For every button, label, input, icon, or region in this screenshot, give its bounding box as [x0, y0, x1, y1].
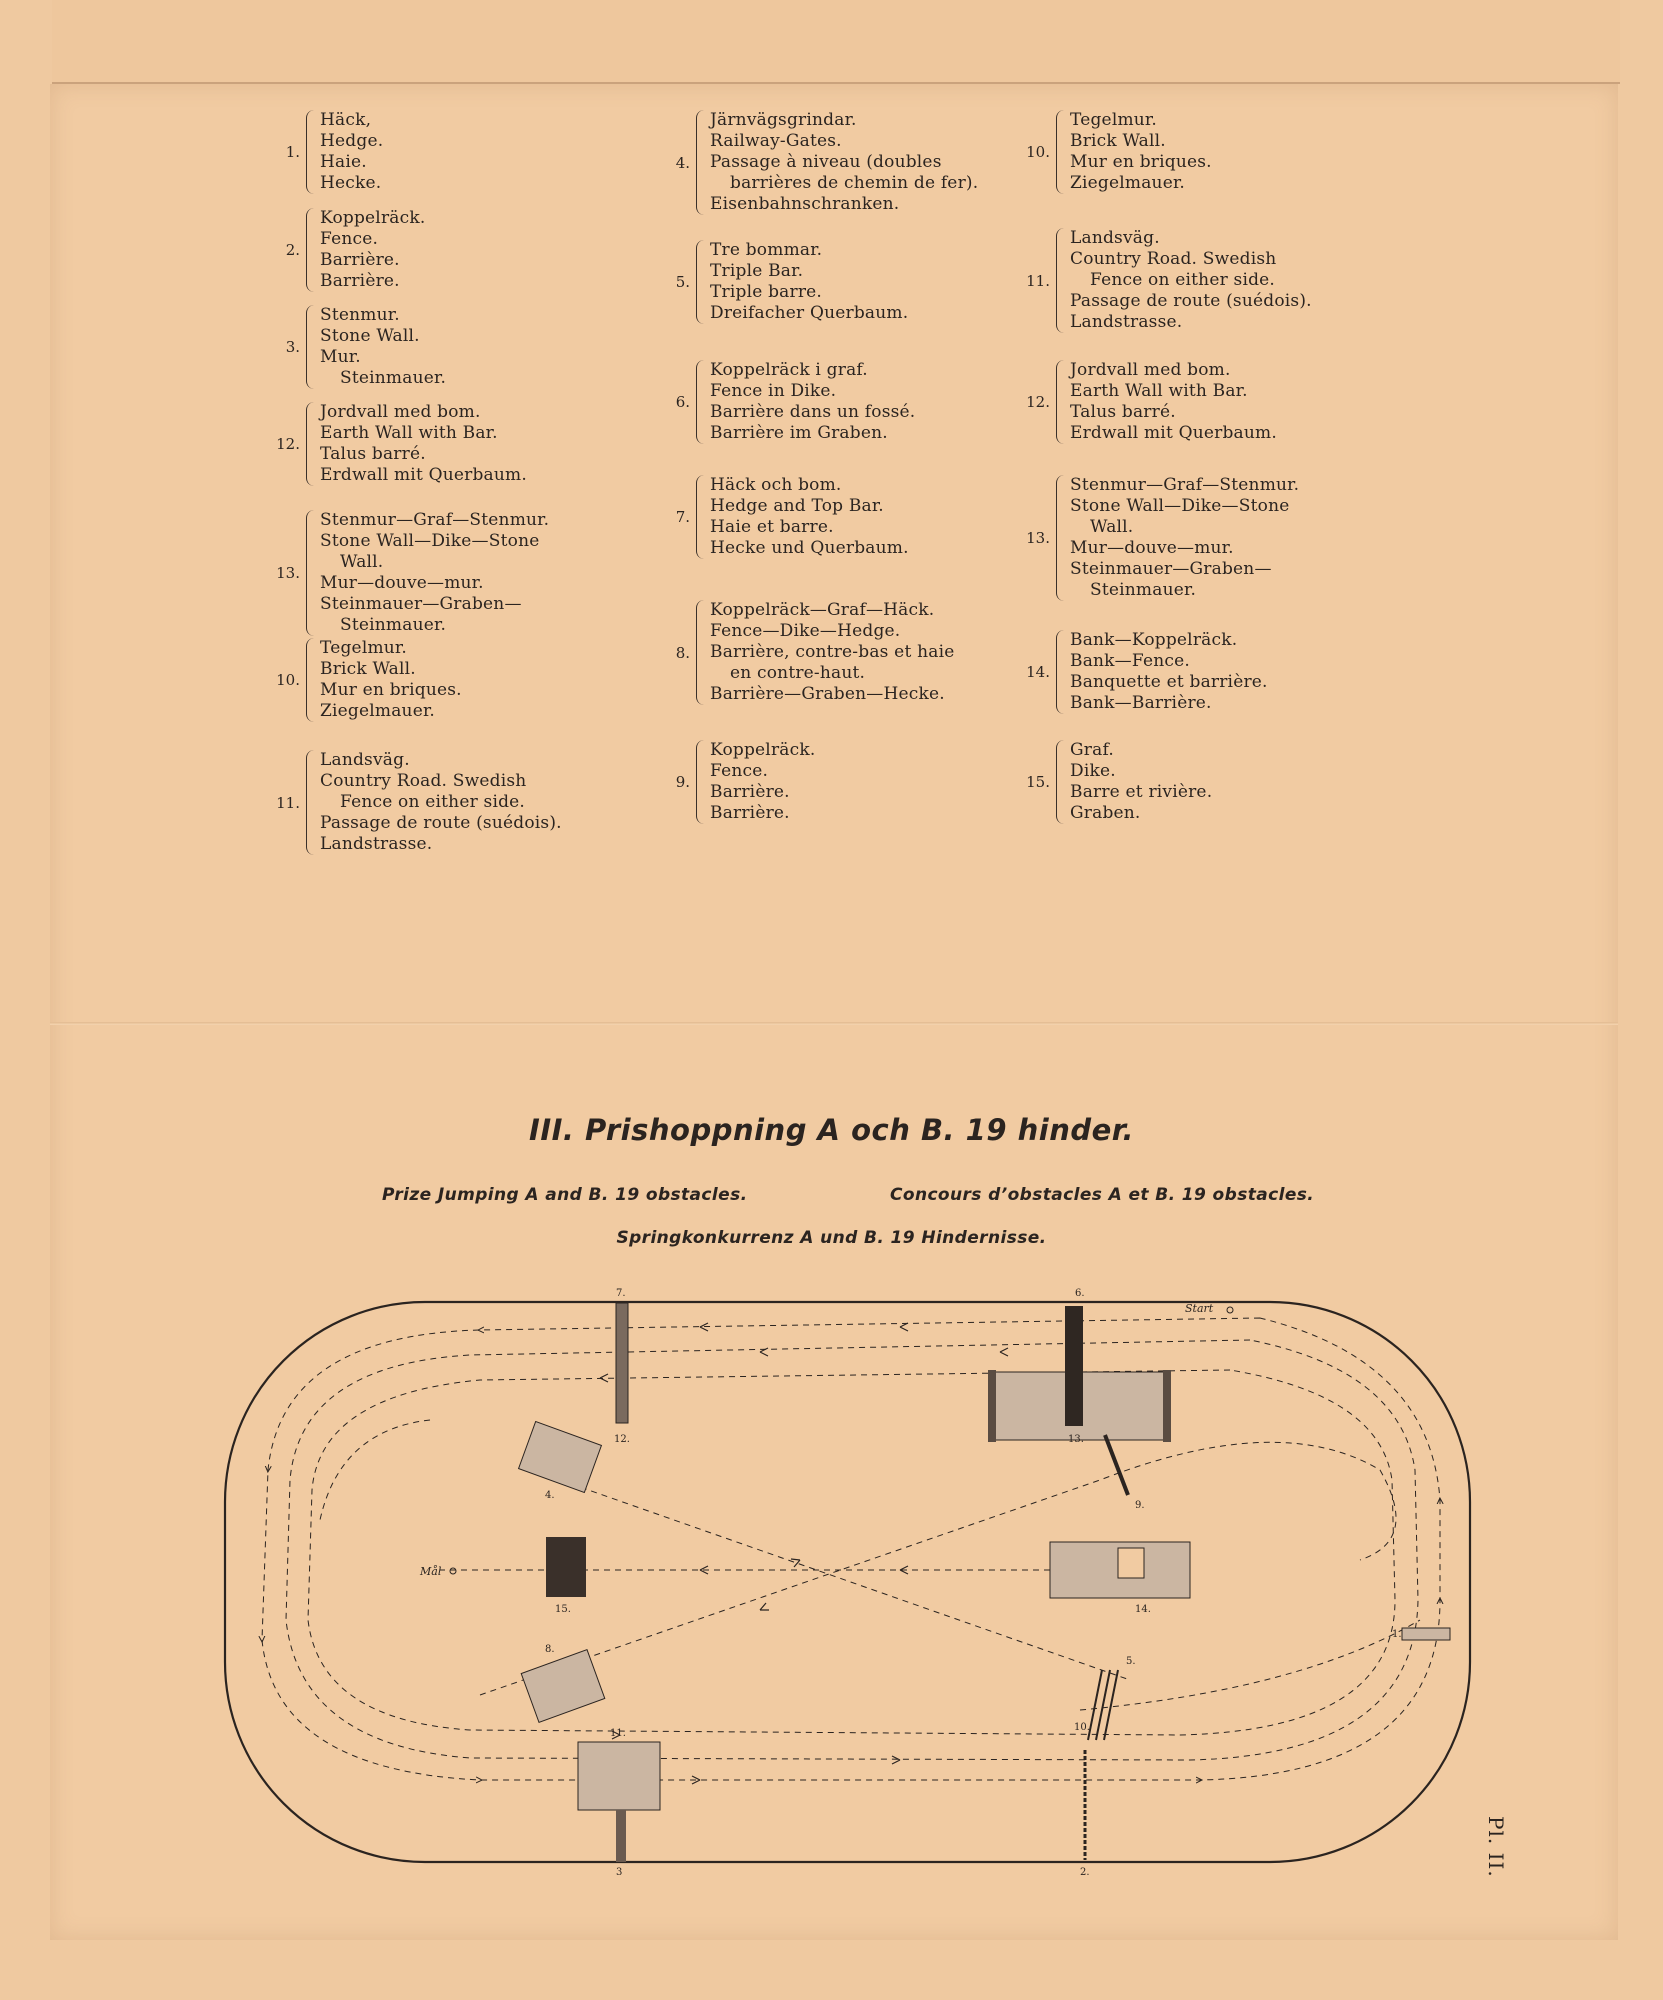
entry-number: 2.	[285, 241, 300, 259]
entry-line: Stenmur.	[320, 305, 400, 325]
entry-line: Fence.	[710, 761, 769, 781]
entry-line: Mur—douve—mur.	[1070, 538, 1234, 558]
entry-line: Wall.	[340, 552, 384, 572]
plate-number: Pl. II.	[1484, 1816, 1508, 1878]
entry-number: 10.	[1026, 143, 1050, 161]
entry-line: Brick Wall.	[1070, 131, 1166, 151]
entry-line: Landsväg.	[1070, 228, 1160, 248]
obstacle-8	[521, 1650, 605, 1723]
obstacle-label-3: 3	[616, 1867, 623, 1878]
entry-line: Mur.	[320, 347, 361, 367]
entry-number: 3.	[285, 338, 300, 356]
obstacle-label-11: 11.	[610, 1728, 626, 1739]
entry-line: Tegelmur.	[320, 638, 407, 658]
entry-number: 7.	[675, 508, 690, 526]
finish-label: Mål	[420, 1565, 442, 1578]
obstacle-label-12: 12.	[614, 1434, 630, 1445]
entry-line: Stenmur—Graf—Stenmur.	[320, 510, 550, 530]
obstacle-label-6: 6.	[1075, 1288, 1085, 1299]
entry-line: Passage à niveau (doubles	[710, 152, 942, 172]
subtitle-german: Springkonkurrenz A und B. 19 Hindernisse.	[616, 1228, 1047, 1248]
entry-line: Eisenbahnschranken.	[710, 194, 900, 214]
obstacle-4	[519, 1422, 602, 1493]
entry-line: Barre et rivière.	[1070, 782, 1213, 802]
obstacle-label-10: 10.	[1074, 1722, 1090, 1733]
entry-line: Erdwall mit Querbaum.	[320, 465, 527, 485]
entry-line: Stone Wall—Dike—Stone	[320, 531, 540, 551]
route-arrows	[600, 1323, 1018, 1784]
entry-line: Bank—Fence.	[1070, 651, 1190, 671]
entry-number: 4.	[675, 153, 690, 172]
entry-line: Landsväg.	[320, 750, 410, 770]
entry-line: Jordvall med bom.	[320, 402, 481, 422]
entry-number: 8.	[675, 643, 690, 662]
entry-line: Haie et barre.	[710, 517, 834, 537]
entry-line: Country Road. Swedish	[1070, 249, 1277, 269]
entry-line: Talus barré.	[320, 444, 426, 464]
entry-line: Erdwall mit Querbaum.	[1070, 423, 1277, 443]
entry-line: Stenmur—Graf—Stenmur.	[1070, 475, 1300, 495]
entry-line: Landstrasse.	[1070, 312, 1183, 332]
entry-line: Steinmauer.	[1090, 580, 1197, 600]
obstacle-1	[1402, 1628, 1450, 1640]
obstacle-label-15: 15.	[555, 1604, 571, 1615]
entry-number: 12.	[1026, 393, 1050, 411]
entry-number: 14.	[1026, 663, 1050, 681]
entry-line: Earth Wall with Bar.	[320, 423, 498, 443]
entry-line: Steinmauer—Graben—	[320, 594, 522, 614]
obstacle-label-14: 14.	[1135, 1604, 1151, 1615]
entry-line: Steinmauer.	[340, 368, 447, 388]
entry-line: Ziegelmauer.	[1070, 173, 1186, 193]
entry-line: Koppelräck i graf.	[710, 360, 868, 380]
entry-line: Fence in Dike.	[710, 381, 837, 401]
entry-line: Häck,	[320, 110, 372, 130]
obstacle-label-13: 13.	[1068, 1434, 1084, 1445]
obstacle-9	[1105, 1435, 1128, 1495]
entry-line: Dike.	[1070, 761, 1116, 781]
entry-line: Steinmauer—Graben—	[1070, 559, 1272, 579]
entry-number: 13.	[276, 564, 300, 582]
entry-line: Barrière.	[320, 271, 400, 291]
entry-line: Steinmauer.	[340, 615, 447, 635]
entry-line: Dreifacher Querbaum.	[710, 303, 909, 323]
entry-number: 9.	[675, 773, 690, 791]
obstacle-label-1: 1.	[1392, 1629, 1402, 1640]
entry-number: 12.	[276, 435, 300, 453]
entry-line: Hedge and Top Bar.	[710, 496, 884, 516]
obstacle-label-5: 5.	[1126, 1656, 1136, 1667]
obstacle-label-8: 8.	[545, 1644, 555, 1655]
entry-line: Jordvall med bom.	[1070, 360, 1231, 380]
obstacle-label-7: 7.	[616, 1288, 626, 1299]
entry-line: Country Road. Swedish	[320, 771, 527, 791]
entry-number: 15.	[1026, 773, 1050, 791]
entry-line: Fence on either side.	[1090, 270, 1276, 290]
entry-line: Barrière.	[710, 803, 790, 823]
entry-number: 6.	[675, 393, 690, 411]
entry-line: barrières de chemin de fer).	[730, 173, 979, 193]
route-lines	[262, 1318, 1440, 1780]
entry-number: 11.	[1026, 271, 1050, 290]
entry-line: Tre bommar.	[710, 240, 823, 260]
entry-line: en contre-haut.	[730, 663, 866, 683]
entry-line: Koppelräck—Graf—Häck.	[710, 600, 935, 620]
entry-line: Mur en briques.	[320, 680, 462, 700]
arena-outline	[225, 1302, 1470, 1862]
entry-line: Mur en briques.	[1070, 152, 1212, 172]
obstacle-7-12	[616, 1303, 628, 1423]
entry-line: Bank—Koppelräck.	[1070, 630, 1238, 650]
entry-line: Talus barré.	[1070, 402, 1176, 422]
entry-line: Banquette et barrière.	[1070, 672, 1268, 692]
entry-line: Mur—douve—mur.	[320, 573, 484, 593]
entry-line: Barrière dans un fossé.	[710, 402, 916, 422]
entry-line: Hedge.	[320, 131, 384, 151]
entry-number: 13.	[1026, 529, 1050, 547]
entry-line: Landstrasse.	[320, 834, 433, 854]
entry-line: Fence—Dike—Hedge.	[710, 621, 901, 641]
entry-line: Triple Bar.	[710, 261, 804, 281]
entry-line: Passage de route (suédois).	[1070, 291, 1312, 311]
entry-line: Ziegelmauer.	[320, 701, 436, 721]
entry-line: Graf.	[1070, 740, 1114, 760]
entry-line: Bank—Barrière.	[1070, 693, 1212, 713]
plate-title: III. Prishoppning A och B. 19 hinder.	[529, 1113, 1134, 1147]
entry-number: 1.	[285, 143, 300, 161]
entry-number: 11.	[276, 793, 300, 812]
obstacle-6-13	[988, 1306, 1171, 1442]
entry-line: Stone Wall.	[320, 326, 420, 346]
entry-line: Barrière im Graben.	[710, 423, 888, 443]
entry-line: Tegelmur.	[1070, 110, 1157, 130]
entry-line: Hecke und Querbaum.	[710, 538, 909, 558]
entry-line: Passage de route (suédois).	[320, 813, 562, 833]
obstacle-label-4: 4.	[545, 1490, 555, 1501]
subtitle-english: Prize Jumping A and B. 19 obstacles.	[382, 1185, 748, 1205]
entry-line: Fence on either side.	[340, 792, 526, 812]
obstacle-15	[546, 1537, 586, 1597]
entry-line: Earth Wall with Bar.	[1070, 381, 1248, 401]
entry-line: Graben.	[1070, 803, 1141, 823]
entry-line: Railway-Gates.	[710, 131, 842, 151]
entry-line: Barrière.	[710, 782, 790, 802]
obstacle-11-3	[578, 1742, 660, 1862]
obstacle-5-10	[1085, 1670, 1118, 1860]
entry-line: Järnvägsgrindar.	[710, 110, 857, 130]
entry-line: Wall.	[1090, 517, 1134, 537]
entry-line: Hecke.	[320, 173, 382, 193]
entry-line: Fence.	[320, 229, 379, 249]
entry-line: Koppelräck.	[320, 208, 426, 228]
subtitle-french: Concours d’obstacles A et B. 19 obstacles.	[890, 1185, 1315, 1205]
start-label: Start	[1185, 1302, 1214, 1315]
entry-line: Triple barre.	[710, 282, 823, 302]
entry-line: Stone Wall—Dike—Stone	[1070, 496, 1290, 516]
entry-line: Barrière.	[320, 250, 400, 270]
entry-line: Barrière, contre-bas et haie	[710, 642, 955, 662]
entry-line: Brick Wall.	[320, 659, 416, 679]
entry-line: Koppelräck.	[710, 740, 816, 760]
entry-line: Barrière—Graben—Hecke.	[710, 684, 945, 704]
entry-line: Haie.	[320, 152, 367, 172]
entry-line: Häck och bom.	[710, 475, 842, 495]
entry-number: 10.	[276, 671, 300, 689]
obstacle-label-2: 2.	[1080, 1867, 1090, 1878]
entry-number: 5.	[675, 273, 690, 291]
obstacle-14	[1050, 1542, 1190, 1598]
obstacle-label-9: 9.	[1135, 1500, 1145, 1511]
